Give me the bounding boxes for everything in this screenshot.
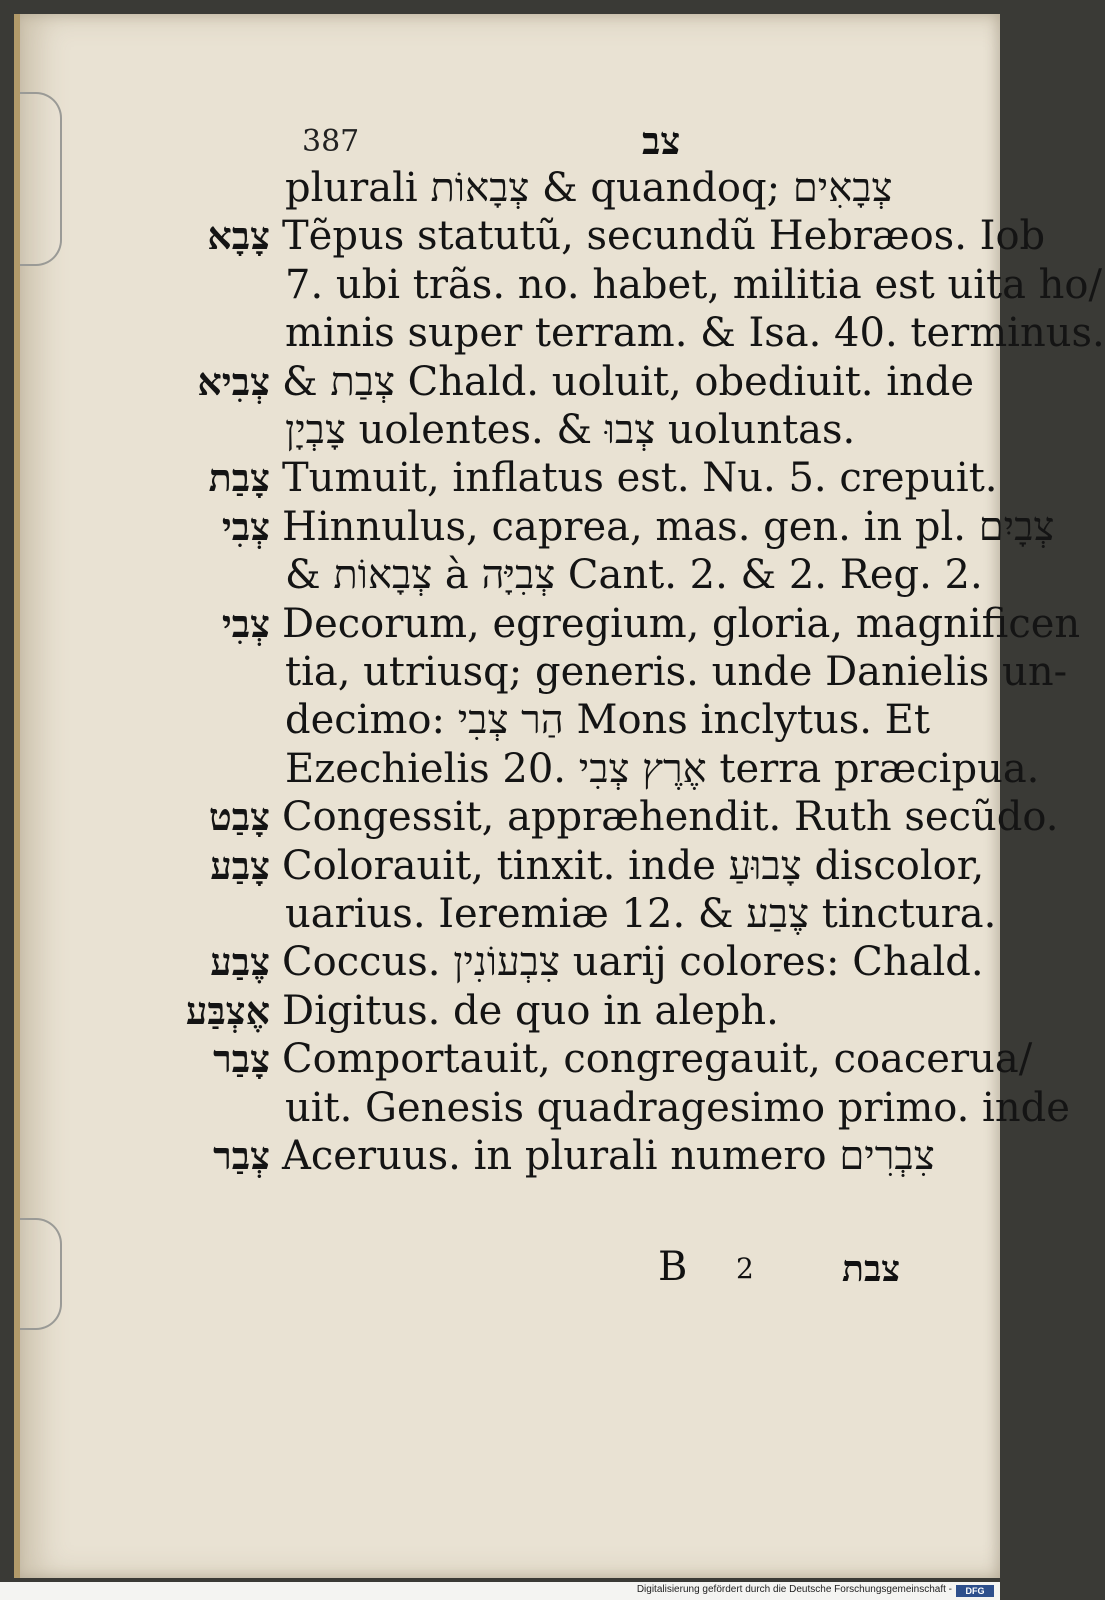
text-line	[20, 890, 1000, 938]
headword: צָבָא	[207, 213, 270, 259]
line-text: uit. Genesis quadragesimo primo. inde	[285, 1084, 1070, 1131]
text-line	[20, 648, 1068, 696]
headword: צֶבַע	[210, 939, 270, 985]
line-text: Comportauit, congregauit, coacerua/	[282, 1036, 1033, 1083]
line-text: uarius. Ieremiæ 12. & צֶבַע tinctura.	[285, 891, 997, 937]
line-text: Digitus. de quo in aleph.	[282, 987, 779, 1034]
headword: צְבִיא	[197, 358, 270, 404]
line-text: Ezechielis 20. אֶרֶץ צְבִי terra præcipua.	[285, 745, 1040, 792]
running-head: צב	[642, 118, 681, 163]
text-line	[20, 696, 1000, 744]
line-text: צָבְיָן uolentes. & צְבוּ uoluntas.	[285, 407, 856, 453]
text-line	[20, 309, 1105, 357]
line-text: Aceruus. in plurali numero צִבְרִים	[282, 1133, 935, 1179]
folio-number: 387	[302, 124, 360, 159]
text-line	[20, 261, 1102, 309]
text-line	[20, 1035, 1033, 1083]
line-text: & צְבַת Chald. uoluit, obediuit. inde	[282, 358, 975, 405]
text-line	[20, 793, 1059, 841]
line-text: 7. ubi trãs. no. habet, militia est uita ho/	[285, 261, 1102, 308]
text-line	[20, 406, 1000, 454]
line-text: decimo: הַר צְבִי Mons inclytus. Et	[285, 697, 930, 744]
text-line	[20, 358, 1000, 406]
text-line	[20, 454, 1000, 502]
line-text: Coccus. צִבְעוֹנִין uarij colores: Chald.	[282, 939, 984, 986]
line-text: Hinnulus, caprea, mas. gen. in pl. צְבָיִם	[282, 503, 1055, 550]
line-text: Decorum, egregium, gloria, magnificen	[282, 600, 1081, 647]
text-line	[20, 164, 1000, 212]
text-line	[20, 600, 1081, 648]
catchword: צבת	[842, 1248, 901, 1290]
line-text: tia, utriusq; generis. unde Danielis un-	[285, 649, 1068, 695]
line-text: Colorauit, tinxit. inde צָבוּעַ discolor,	[282, 842, 985, 889]
headword: צָבַר	[213, 1036, 270, 1082]
text-line	[20, 1132, 1000, 1180]
text-line	[20, 1084, 1070, 1132]
text-line	[20, 745, 1040, 793]
text-line	[20, 551, 1000, 599]
signature-number: 2	[736, 1252, 754, 1285]
text-line	[20, 987, 1000, 1035]
line-text: Tẽpus statutũ, secundũ Hebræos. Iob	[282, 213, 1046, 260]
credit-text: Digitalisierung gefördert durch die Deutsche Forschungsgemeinschaft -	[636, 1584, 952, 1595]
dfg-logo: DFG	[956, 1585, 994, 1597]
headword: צָבַת	[208, 455, 270, 501]
line-text: Congessit, appræhendit. Ruth secũdo.	[282, 794, 1059, 841]
line-text: minis super terram. & Isa. 40. terminus.	[285, 310, 1105, 357]
credit-bar	[0, 1582, 1000, 1600]
text-line	[20, 938, 1000, 986]
line-text: plurali צְבָאוֹת & quandoq; צְבָאִים	[285, 165, 893, 211]
headword: צְבִי	[221, 503, 270, 549]
headword: אֶצְבַּע	[185, 987, 270, 1033]
text-line	[20, 503, 1055, 551]
text-line	[20, 842, 1000, 890]
headword: צָבַט	[208, 794, 270, 840]
page-footer	[20, 1244, 1000, 1304]
line-text: & צְבָאוֹת à צְבִיָּה Cant. 2. & 2. Reg. 2.	[285, 552, 983, 599]
headword: צְבַר	[213, 1133, 270, 1178]
headword: צְבִי	[221, 600, 270, 646]
book-page	[14, 14, 1105, 1578]
signature-mark: B	[658, 1244, 688, 1290]
headword: צָבַע	[210, 842, 270, 888]
line-text: Tumuit, inflatus est. Nu. 5. crepuit.	[282, 455, 998, 502]
text-line	[20, 212, 1046, 260]
